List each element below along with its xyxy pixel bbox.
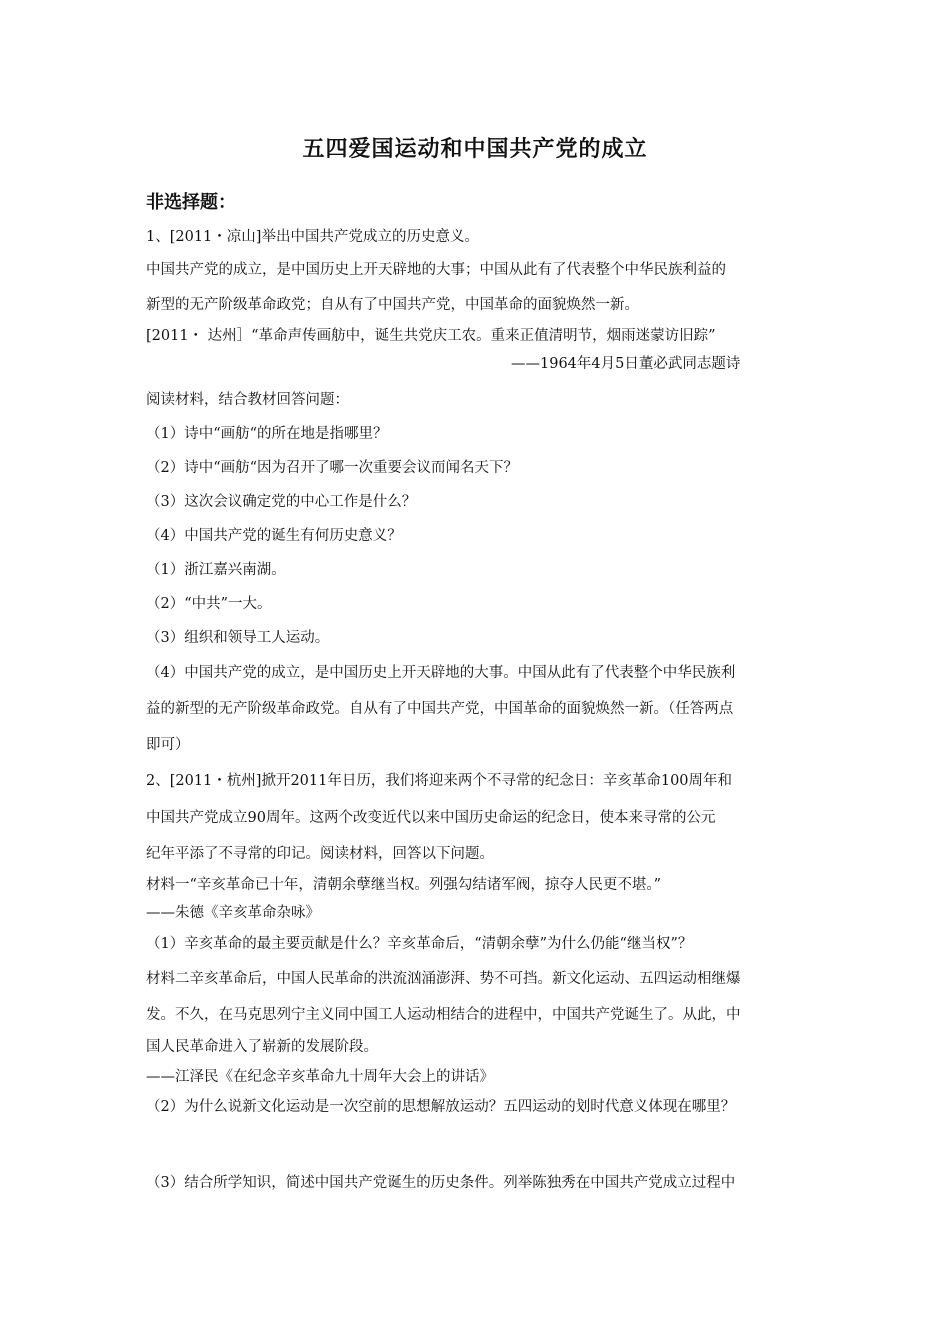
page-title: 五四爱国运动和中国共产党的成立 <box>302 137 648 162</box>
q2-sub-question-2: （2）为什么说新文化运动是一次空前的思想解放运动？五四运动的划时代意义体现在哪里？ <box>146 1099 736 1115</box>
sub-question-4: （4）中国共产党的诞生有何历史意义？ <box>146 528 402 544</box>
answer-4-line-2: 益的新型的无产阶级革命政党。自从有了中国共产党，中国革命的面貌焕然一新。（任答两点 <box>146 701 734 717</box>
q2-sub-question-3: （3）结合所学知识，简述中国共产党诞生的历史条件。列举陈独秀在中国共产党成立过程中 <box>146 1175 736 1191</box>
answer-1: （1）浙江嘉兴南湖。 <box>146 562 286 578</box>
sub-question-2: （2）诗中“画舫“因为召开了哪一次重要会议而闻名天下？ <box>146 460 519 476</box>
answer-3: （3）组织和领导工人运动。 <box>146 630 330 646</box>
poem-quote: [2011・ 达州］“革命声传画舫中，诞生共党庆工农。重来正值清明节，烟雨迷蒙访旧踪” <box>146 328 716 344</box>
answer-4-line-1: （4）中国共产党的成立，是中国历史上开天辟地的大事。中国从此有了代表整个中华民族利 <box>146 665 736 681</box>
poem-attribution: ——1964年4月5日董必武同志题诗 <box>511 356 741 372</box>
q2-intro-line-1: 2、[2011・杭州]掀开2011年日历，我们将迎来两个不寻常的纪念日：辛亥革命100周年和 <box>146 773 733 789</box>
sub-question-1: （1）诗中“画舫“的所在地是指哪里？ <box>146 426 388 442</box>
q2-sub-question-1: （1）辛亥革命的最主要贡献是什么？辛亥革命后，“清朝余孽”为什么仍能“继当权”？ <box>146 936 693 952</box>
material-1: 材料一“辛亥革命已十年，清朝余孽继当权。列强勾结诸军阀，掠夺人民更不堪。” <box>146 877 662 893</box>
q1-answer-line-2: 新型的无产阶级革命政党；自从有了中国共产党，中国革命的面貌焕然一新。 <box>146 297 639 313</box>
section-heading: 非选择题： <box>146 192 236 213</box>
material-2-line-3: 国人民革命进入了崭新的发展阶段。 <box>146 1039 378 1055</box>
material-2-line-1: 材料二辛亥革命后，中国人民革命的洪流汹涌澎湃、势不可挡。新文化运动、五四运动相继爆 <box>146 971 741 987</box>
reading-instruction: 阅读材料，结合教材回答问题： <box>146 392 349 408</box>
sub-question-3: （3）这次会议确定党的中心工作是什么？ <box>146 494 417 510</box>
material-2-attribution: ——江泽民《在纪念辛亥革命九十周年大会上的讲话》 <box>146 1069 494 1085</box>
document-body <box>146 222 810 1198</box>
answer-4-line-3: 即可） <box>146 737 190 753</box>
material-1-attribution: ——朱德《辛亥革命杂咏》 <box>146 905 320 921</box>
material-2-line-2: 发。不久，在马克思列宁主义同中国工人运动相结合的进程中，中国共产党诞生了。从此，中 <box>146 1007 741 1023</box>
q2-intro-line-2: 中国共产党成立90周年。这两个改变近代以来中国历史命运的纪念日，使本来寻常的公元 <box>146 810 716 826</box>
q1-question: 1、[2011・凉山]举出中国共产党成立的历史意义。 <box>146 229 479 245</box>
answer-2: （2）“中共”一大。 <box>146 596 272 612</box>
q2-intro-line-3: 纪年平添了不寻常的印记。阅读材料，回答以下问题。 <box>146 846 494 862</box>
q1-answer-line-1: 中国共产党的成立，是中国历史上开天辟地的大事；中国从此有了代表整个中华民族利益的 <box>146 262 726 278</box>
